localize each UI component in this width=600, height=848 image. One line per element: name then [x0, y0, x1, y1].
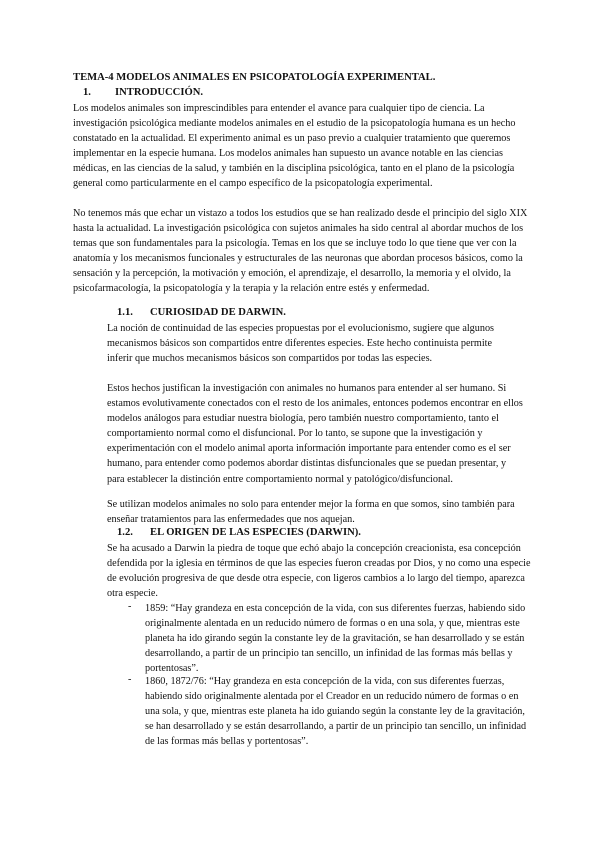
curiosidad-paragraph-2: Estos hechos justifican la investigación con animales no humanos para entender al ser humano. Si estamos evolutivamente conectados con el resto de los animales, entonces podemos encontrar en ellos modelos análogos para estudiar nuestra biología, pero también nuestro comportamiento, tanto el comportamiento normal como el disfuncional. Por lo tanto, se supone que la investigación y experimentación con el modelo animal aporta información importante para entender como es el ser humano, para entender como podemos abordar distintas disfuncionales que se puedan presentar, y para establecer la distinción entre comportamiento normal y patológico/disfuncional. [107, 383, 523, 485]
intro-paragraph-2: No tenemos más que echar un vistazo a todos los estudios que se han realizado desde el principio del siglo XIX hasta la actualidad. La investigación psicológica con sujetos animales ha sido central al abordar muchos de los temas que son fundamentales para la psicología. Temas en los que se incluye todo lo que tiene que ver con la anatomía y los mecanismos funcionales y estructurales de las neuronas que abordan procesos básicos, como la sensación y la percepción, la motivación y emoción, el aprendizaje, el desarrollo, la memoria y el olvido, la psicofarmacología, la psicopatología y la terapia y la relación entre estés y enfermedad. [73, 208, 528, 295]
section-title: INTRODUCCIÓN. [115, 87, 203, 98]
section-heading-introduccion [83, 87, 203, 98]
darwin-quote-1860-1872: 1860, 1872/76: “Hay grandeza en esta concepción de la vida, con sus diferentes fuerzas, habiendo sido originalmente alentada por el Creador en un reducido número de formas o en una sola, y que, mientras este planeta ha ido guiando según la constante ley de la gravitación, se han desarrollado y se están desarrollando, a partir de un principio tan sencillo, un infinidad de las formas más bellas y portentosas”. [145, 676, 527, 748]
section-number: 1.2. [117, 527, 133, 538]
document-title: TEMA-4 MODELOS ANIMALES EN PSICOPATOLOGÍA EXPERIMENTAL. [73, 72, 436, 83]
section-number: 1.1. [117, 307, 133, 318]
origen-paragraph-1: Se ha acusado a Darwin la piedra de toque que echó abajo la concepción creacionista, esa concepción defendida por la iglesia en términos de que las especies fueron creadas por Dios, y no como una especie de evolución progresiva de que desde otra especie, con ligeros cambios a lo largo del tiempo, aparezca otra especie. [107, 543, 531, 600]
section-heading-origen-especies [117, 527, 361, 538]
curiosidad-paragraph-1: La noción de continuidad de las especies propuestas por el evolucionismo, sugiere que algunos mecanismos básicos son compartidos entre diferentes especies. Este hecho continuista permite inferir que muchos mecanismos básicos son compartidos por todas las especies. [107, 323, 495, 365]
list-bullet: - [128, 674, 132, 685]
section-number: 1. [83, 87, 91, 98]
section-title: CURIOSIDAD DE DARWIN. [150, 307, 286, 318]
list-bullet: - [128, 601, 132, 612]
section-title: EL ORIGEN DE LAS ESPECIES (DARWIN). [150, 527, 361, 538]
intro-paragraph-1: Los modelos animales son imprescindibles para entender el avance para cualquier tipo de ciencia. La investigación psicológica mediante modelos animales en el estudio de la psicopatología humana es un hecho constatado en la actualidad. El experimento animal es un paso previo a cualquier tratamiento que queremos implementar en la especie humana. Los modelos animales han supuesto un avance notable en las ciencias médicas, en las ciencias de la salud, y también en la disciplina psicológica, tanto en el plano de la psicología general como particularmente en el campo específico de la psicopatología experimental. [73, 103, 516, 190]
section-heading-curiosidad-darwin [117, 307, 286, 318]
darwin-quote-1859: 1859: “Hay grandeza en esta concepción de la vida, con sus diferentes fuerzas, habiendo sido originalmente alentada en un reducido número de formas o en una sola, y que, mientras este planeta ha ido girando según la constante ley de la gravitación, se han desarrollado y se están desarrollando, a partir de un principio tan sencillo, un infinidad de las formas más bellas y portentosas”. [145, 603, 526, 675]
curiosidad-paragraph-3: Se utilizan modelos animales no solo para entender mejor la forma en que somos, sino también para enseñar tratamientos para las enfermedades que nos aquejan. [107, 499, 515, 526]
